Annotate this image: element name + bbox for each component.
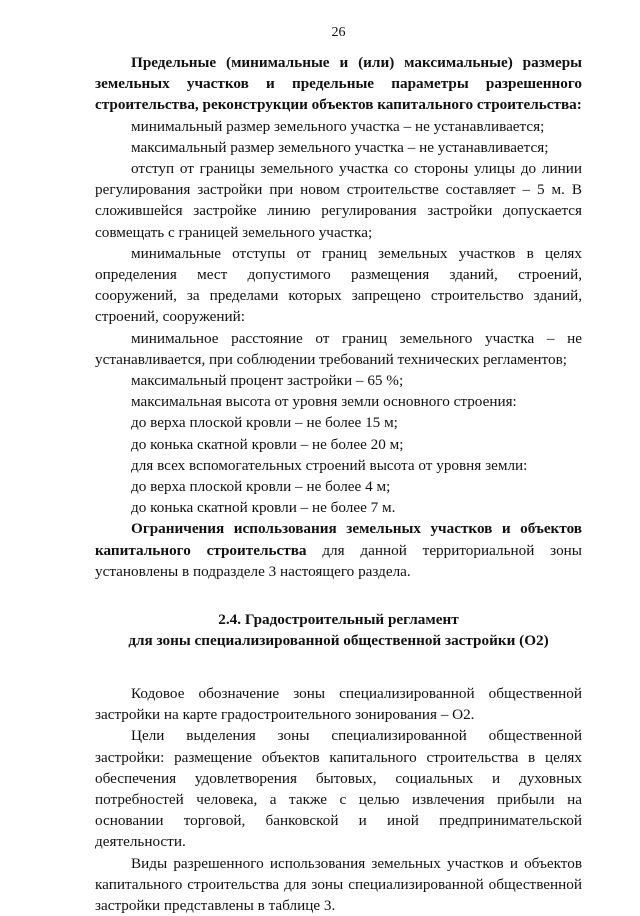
document-page (95, 24, 582, 916)
limit-item-max-height: максимальная высота от уровня земли основного строения: (131, 393, 517, 411)
limit-item-aux-flat-roof: до верха плоской кровли – не более 4 м; (131, 478, 391, 496)
zone-goals-paragraph: Цели выделения зоны специализированной общественной застройки: размещение объектов капитального строительства в целях обеспечения удовлетворения бытовых, социальных и духовных потребностей человека, а также с целью извлечения прибыли на основании торговой, банковской и иной предпринимательской деятельности. (95, 727, 582, 851)
limit-item-max-percent: максимальный процент застройки – 65 %; (131, 372, 404, 390)
section-title-zone: для зоны специализированной общественной застройки (О2) (128, 632, 549, 650)
limit-item-flat-roof: до верха плоской кровли – не более 15 м; (131, 414, 398, 432)
section-title-number: 2.4. Градостроительный регламент (218, 611, 459, 629)
zone-code-paragraph: Кодовое обозначение зоны специализированной общественной застройки на карте градостроительного зонирования – О2. (95, 684, 582, 724)
limit-item-min-distance: минимальное расстояние от границ земельного участка – не устанавливается, при соблюдении требований технических регламентов; (95, 329, 582, 368)
limit-item-min-size: минимальный размер земельного участка – не устанавливается; (131, 117, 545, 135)
restrictions-rest-text: для данной территориальной зоны установлены в подразделе 3 настоящего раздела. (95, 541, 582, 580)
limit-item-min-offsets: минимальные отступы от границ земельных участков в целях определения мест допустимого размещения зданий, строений, сооружений, за пределами которых запрещено строительство зданий, строений, сооружений: (95, 244, 582, 326)
page-number: 26 (331, 25, 346, 40)
section-heading-limits: Предельные (минимальные и (или) максимальные) размеры земельных участков и предельные параметры разрешенного строительства, реконструкции объектов капитального строительства: (95, 54, 582, 114)
limit-item-aux-pitched-roof: до конька скатной кровли – не более 7 м. (131, 499, 396, 517)
limit-item-pitched-roof: до конька скатной кровли – не более 20 м; (131, 435, 404, 453)
restrictions-bold-text: Ограничения использования земельных участков и объектов капитального строительства (95, 520, 582, 559)
limit-item-aux-height: для всех вспомогательных строений высота от уровня земли: (131, 456, 528, 474)
spacer (95, 652, 582, 683)
spacer (95, 582, 582, 609)
limit-item-max-size: максимальный размер земельного участка – не устанавливается; (131, 138, 549, 156)
limit-item-street-offset: отступ от границы земельного участка со стороны улицы до линии регулирования застройки при новом строительстве составляет – 5 м. В сложившейся застройке линию регулирования застройки допускается совмещать с границей земельного участка; (95, 160, 582, 241)
zone-uses-paragraph: Виды разрешенного использования земельных участков и объектов капитального строительства для зоны специализированной общественной застройки представлены в таблице 3. (95, 854, 582, 914)
restrictions-paragraph (95, 518, 582, 582)
